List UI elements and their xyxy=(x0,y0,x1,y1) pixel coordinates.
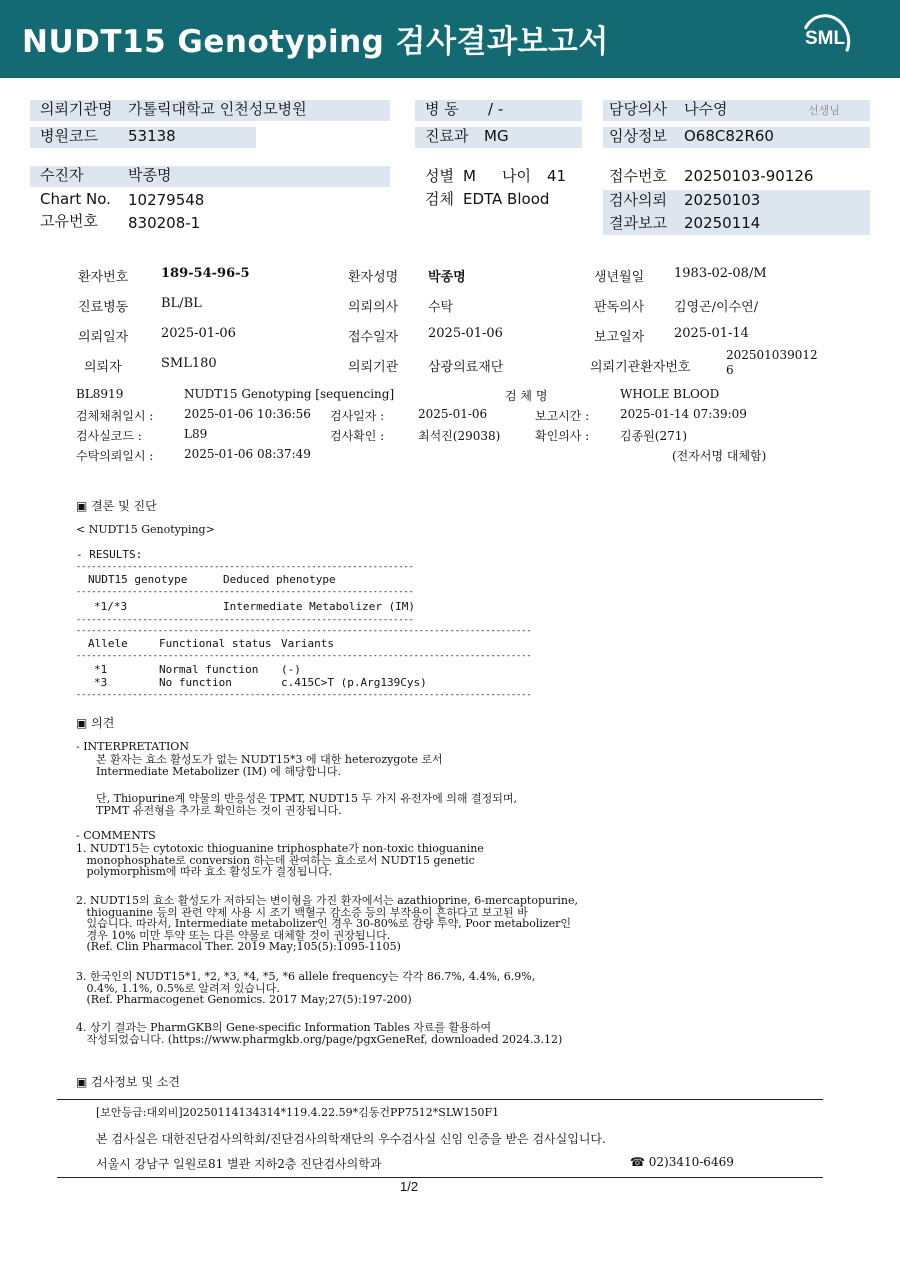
patient-number: 189-54-96-5 xyxy=(161,266,250,281)
reporttime-value: 2025-01-14 07:39:09 xyxy=(620,407,747,421)
hosp-code-value: 53138 xyxy=(128,127,176,145)
comments-label: - COMMENTS xyxy=(76,829,156,842)
ward-value: / - xyxy=(488,100,504,118)
interpretation-label: - INTERPRETATION xyxy=(76,740,189,753)
specimen-name: WHOLE BLOOD xyxy=(620,387,720,401)
confirm-label: 검사확인 : xyxy=(330,429,385,443)
logo-text: SML xyxy=(804,28,846,49)
sex-value: M xyxy=(463,167,476,185)
detail-label: 판독의사 xyxy=(594,300,645,315)
table-rule: ----------------------------------------------------------------------------------------- xyxy=(76,651,532,661)
patient-box xyxy=(30,166,390,187)
table-rule: ------------------------------------------------------------------ xyxy=(76,615,414,625)
age-label: 나이 xyxy=(502,167,531,185)
report-value: 20250114 xyxy=(684,214,761,232)
detail-label: 생년월일 xyxy=(594,270,645,285)
institution-value: 가톨릭대학교 인천성모병원 xyxy=(128,100,307,118)
opinion-heading: ▣ 의견 xyxy=(76,716,115,730)
comment-2: 2. NUDT15의 효소 활성도가 저하되는 변이형을 가진 환자에서는 azathioprine, 6-mercaptopurine, thioguanine 등의 관련 약제 사용 시 조기 백혈구 감소증 등의 부작용이 흔하다고 보고된 바 있습니다. 따라서, Intermediate metabolizer인 경우 30-80%로 감량 투약, Poor metabolizer인 경우 10% 미만 투약 또는 다른 약물로 대체할 것이 권장됩니다. (Ref. Clin Pharmacol Ther. 2019 May;105(5):1095-1105) xyxy=(76,894,578,954)
info-heading: ▣ 검사정보 및 소견 xyxy=(76,1075,180,1089)
detail-value: 2025-01-14 xyxy=(674,326,749,341)
physician-label: 확인의사 : xyxy=(535,429,590,443)
comment-4: 4. 상기 결과는 PharmGKB의 Gene-specific Information Tables 자료를 활용하여 작성되었습니다. (https://www.pharmgkb.org/page/pgxGeneRef, downloaded 2024.3.12) xyxy=(76,1021,563,1046)
address-line: 서울시 강남구 일원로81 별관 지하2층 진단검사의학과 xyxy=(96,1157,382,1171)
accession-label: 접수번호 xyxy=(609,167,667,185)
genotype-value: *1/*3 xyxy=(94,600,128,613)
lab-label: 검사실코드 : xyxy=(76,429,142,443)
chart-value: 10279548 xyxy=(128,191,205,209)
sml-logo xyxy=(800,14,850,64)
testdate-value: 2025-01-06 xyxy=(418,407,488,421)
ref-patient-number-cont: 6 xyxy=(726,363,734,377)
physician-value: 김종원(271) xyxy=(620,429,688,443)
uid-value: 830208-1 xyxy=(128,214,201,232)
test-code: BL8919 xyxy=(76,387,124,401)
sex-label: 성별 xyxy=(425,167,454,185)
doctor-value: 나수영 xyxy=(684,100,728,118)
esign-note: (전자서명 대체함) xyxy=(672,449,767,463)
patient-value: 박종명 xyxy=(128,166,172,184)
detail-value: BL/BL xyxy=(161,296,202,311)
testdate-label: 검사일자 : xyxy=(330,409,385,423)
status-cell: No function xyxy=(159,676,232,689)
t1-header-phenotype: Deduced phenotype xyxy=(223,573,336,586)
results-label: - RESULTS: xyxy=(76,548,143,561)
variant-cell: (-) xyxy=(281,663,301,676)
variant-cell: c.415C>T (p.Arg139Cys) xyxy=(281,676,427,689)
t2-header-variants: Variants xyxy=(281,637,334,650)
detail-value: 수탁 xyxy=(428,300,454,315)
detail-label: 환자번호 xyxy=(78,270,129,285)
request-label: 검사의뢰 xyxy=(609,191,667,209)
page-number: 1/2 xyxy=(400,1179,419,1194)
t1-header-genotype: NUDT15 genotype xyxy=(88,573,188,586)
confirm-value: 최석진(29038) xyxy=(418,429,501,443)
table-rule: ------------------------------------------------------------------ xyxy=(76,562,414,572)
status-cell: Normal function xyxy=(159,663,259,676)
detail-label: 의뢰의사 xyxy=(348,300,399,315)
collect-label: 검체채취일시 : xyxy=(76,409,154,423)
allele-cell: *3 xyxy=(94,676,108,689)
detail-value: 김영곤/이수연/ xyxy=(674,300,759,315)
footer-divider xyxy=(57,1099,823,1100)
detail-label: 보고일자 xyxy=(594,330,645,345)
dept-value: MG xyxy=(484,127,509,145)
hosp-code-label: 병원코드 xyxy=(40,127,98,145)
reqtime-label: 수탁의뢰일시 : xyxy=(76,449,154,463)
detail-value: SML180 xyxy=(161,356,217,371)
footer-divider xyxy=(57,1177,823,1178)
clinical-value: O68C82R60 xyxy=(684,127,774,145)
reqtime-value: 2025-01-06 08:37:49 xyxy=(184,447,311,461)
request-value: 20250103 xyxy=(684,191,761,209)
detail-label: 의뢰기관환자번호 xyxy=(590,360,691,375)
age-value: 41 xyxy=(547,167,567,185)
detail-label: 환자성명 xyxy=(348,270,399,285)
specimen-name-label: 검 체 명 xyxy=(505,389,548,403)
detail-label: 의뢰기관 xyxy=(348,360,399,375)
interpretation-p2: 단, Thiopurine계 약물의 반응성은 TPMT, NUDT15 두 가지 유전자에 의해 결정되며, TPMT 유전형을 추가로 확인하는 것이 권장됩니다. xyxy=(96,792,518,817)
security-line: [보안등급:대외비]20250114134314*119.4.22.59*김동건PP7512*SLW150F1 xyxy=(96,1106,500,1119)
comment-3: 3. 한국인의 NUDT15*1, *2, *3, *4, *5, *6 allele frequency는 각각 86.7%, 4.4%, 6.9%, 0.4%, 1.1%, 0.5%로 알려져 있습니다. (Ref. Pharmacogenet Genomics. 2017 May;27(5):197-200) xyxy=(76,970,536,1007)
table-rule: ----------------------------------------------------------------------------------------- xyxy=(76,626,532,636)
clinical-label: 임상정보 xyxy=(609,127,667,145)
accession-value: 20250103-90126 xyxy=(684,167,814,185)
results-subtitle: < NUDT15 Genotyping> xyxy=(76,523,215,536)
detail-value: 2025-01-06 xyxy=(428,326,503,341)
ref-patient-number: 202501039012 xyxy=(726,348,818,362)
specimen-value: EDTA Blood xyxy=(463,190,550,208)
patient-name: 박종명 xyxy=(428,270,466,285)
phone-line: ☎ 02)3410-6469 xyxy=(630,1155,734,1169)
detail-value: 2025-01-06 xyxy=(161,326,236,341)
institution-label: 의뢰기관명 xyxy=(40,100,113,118)
chart-label: Chart No. xyxy=(40,190,111,208)
patient-label: 수진자 xyxy=(40,166,84,184)
detail-label: 접수일자 xyxy=(348,330,399,345)
birth-date: 1983-02-08/M xyxy=(674,266,767,281)
phenotype-value: Intermediate Metabolizer (IM) xyxy=(223,600,416,613)
detail-value: 삼광의료재단 xyxy=(428,360,504,375)
table-rule: ----------------------------------------------------------------------------------------- xyxy=(76,690,532,700)
t2-header-allele: Allele xyxy=(88,637,128,650)
conclusion-heading: ▣ 결론 및 진단 xyxy=(76,499,157,513)
interpretation-p1: 본 환자는 효소 활성도가 없는 NUDT15*3 에 대한 heterozygote 로서 Intermediate Metabolizer (IM) 에 해당합니다. xyxy=(96,753,443,778)
lab-value: L89 xyxy=(184,427,208,441)
specimen-label: 검체 xyxy=(425,190,454,208)
detail-label: 진료병동 xyxy=(78,300,129,315)
reporttime-label: 보고시간 : xyxy=(535,409,590,423)
report-header xyxy=(0,0,900,78)
collect-value: 2025-01-06 10:36:56 xyxy=(184,407,311,421)
report-label: 결과보고 xyxy=(609,214,667,232)
report-title: NUDT15 Genotyping 검사결과보고서 xyxy=(22,24,609,60)
ward-label: 병 동 xyxy=(425,100,459,118)
detail-label: 의뢰자 xyxy=(84,360,122,375)
comment-1: 1. NUDT15는 cytotoxic thioguanine triphosphate가 non-toxic thioguanine monophosphate로 conversion 하는데 관여하는 효소로서 NUDT15 genetic polymorphism에 따라 효소 활성도가 결정됩니다. xyxy=(76,842,484,879)
test-name: NUDT15 Genotyping [sequencing] xyxy=(184,387,395,401)
dept-label: 진료과 xyxy=(425,127,469,145)
table-rule: ------------------------------------------------------------------ xyxy=(76,587,414,597)
uid-label: 고유번호 xyxy=(40,212,98,230)
certification-line: 본 검사실은 대한진단검사의학회/진단검사의학재단의 우수검사실 신임 인증을 받은 검사실입니다. xyxy=(96,1132,606,1146)
t2-header-status: Functional status xyxy=(159,637,272,650)
detail-label: 의뢰일자 xyxy=(78,330,129,345)
doctor-suffix: 선생님 xyxy=(808,104,840,117)
doctor-label: 담당의사 xyxy=(609,100,667,118)
allele-cell: *1 xyxy=(94,663,108,676)
